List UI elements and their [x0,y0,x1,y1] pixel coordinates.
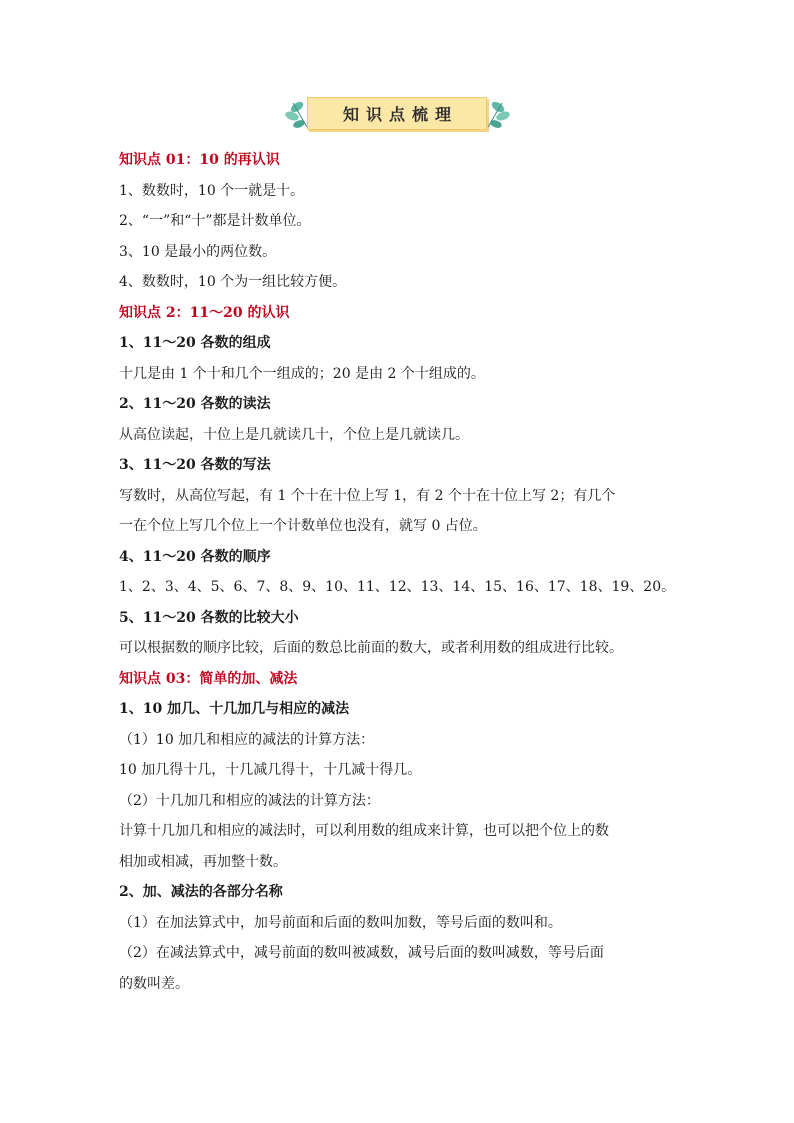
subsection-heading: 5、11～20 各数的比较大小 [119,609,299,626]
subsection-heading: 2、加、减法的各部分名称 [119,884,283,900]
subsection-heading: 2、11～20 各数的读法 [119,396,271,412]
body-text-line: 4、数数时，10 个为一组比较方便。 [119,274,347,290]
body-text-line: 写数时，从高位写起，有 1 个十在十位上写 1，有 2 个十在十位上写 2；有几个 [119,487,616,504]
knowledge-content [119,145,689,999]
body-text-line: 十几是由 1 个十和几个一组成的；20 是由 2 个十组成的。 [119,365,485,382]
body-text-line: 相加或相减，再加整十数。 [119,853,287,870]
body-text-line: 1、数数时，10 个一就是十。 [119,182,305,199]
body-text-line: 一在个位上写几个位上一个计数单位也没有，就写 0 占位。 [119,518,487,534]
body-text-line: 的数叫差。 [119,975,189,992]
body-text-line: 1、2、3、4、5、6、7、8、9、10、11、12、13、14、15、16、17、18、19、20。 [119,579,676,595]
subsection-heading: 1、10 加几、十几加几与相应的减法 [119,701,350,717]
knowledge-point-heading: 知识点 2：11～20 的认识 [119,304,290,321]
body-text-line: （1）在加法算式中，加号前面和后面的数叫加数，等号后面的数叫和。 [119,914,562,931]
body-text-line: （1）10 加几和相应的减法的计算方法： [119,731,375,748]
body-text-line: 10 加几得十几，十几减几得十，十几减十得几。 [119,762,422,778]
body-text-line: 2、“一”和“十”都是计数单位。 [119,213,311,229]
subsection-heading: 4、11～20 各数的顺序 [119,548,271,565]
body-text-line: 从高位读起，十位上是几就读几十，个位上是几就读几。 [119,426,469,443]
subsection-heading: 3、11～20 各数的写法 [119,457,271,473]
body-text-line: 可以根据数的顺序比较，后面的数总比前面的数大，或者利用数的组成进行比较。 [119,640,623,656]
banner-box [307,97,487,130]
banner-title: 知识点梳理 [342,105,458,124]
body-text-line: 计算十几加几和相应的减法时，可以利用数的组成来计算，也可以把个位上的数 [119,823,609,839]
body-text-line: （2）十几加几和相应的减法的计算方法： [119,792,380,809]
body-text-line: （2）在减法算式中，减号前面的数叫被减数，减号后面的数叫减数，等号后面 [119,945,604,961]
body-text-line: 3、10 是最小的两位数。 [119,243,277,260]
leaf-decoration-icon [484,97,514,131]
knowledge-point-heading: 知识点 03：简单的加、减法 [119,670,298,687]
section-banner [0,93,794,137]
knowledge-point-heading: 知识点 01：10 的再认识 [119,152,280,168]
subsection-heading: 1、11～20 各数的组成 [119,335,271,351]
